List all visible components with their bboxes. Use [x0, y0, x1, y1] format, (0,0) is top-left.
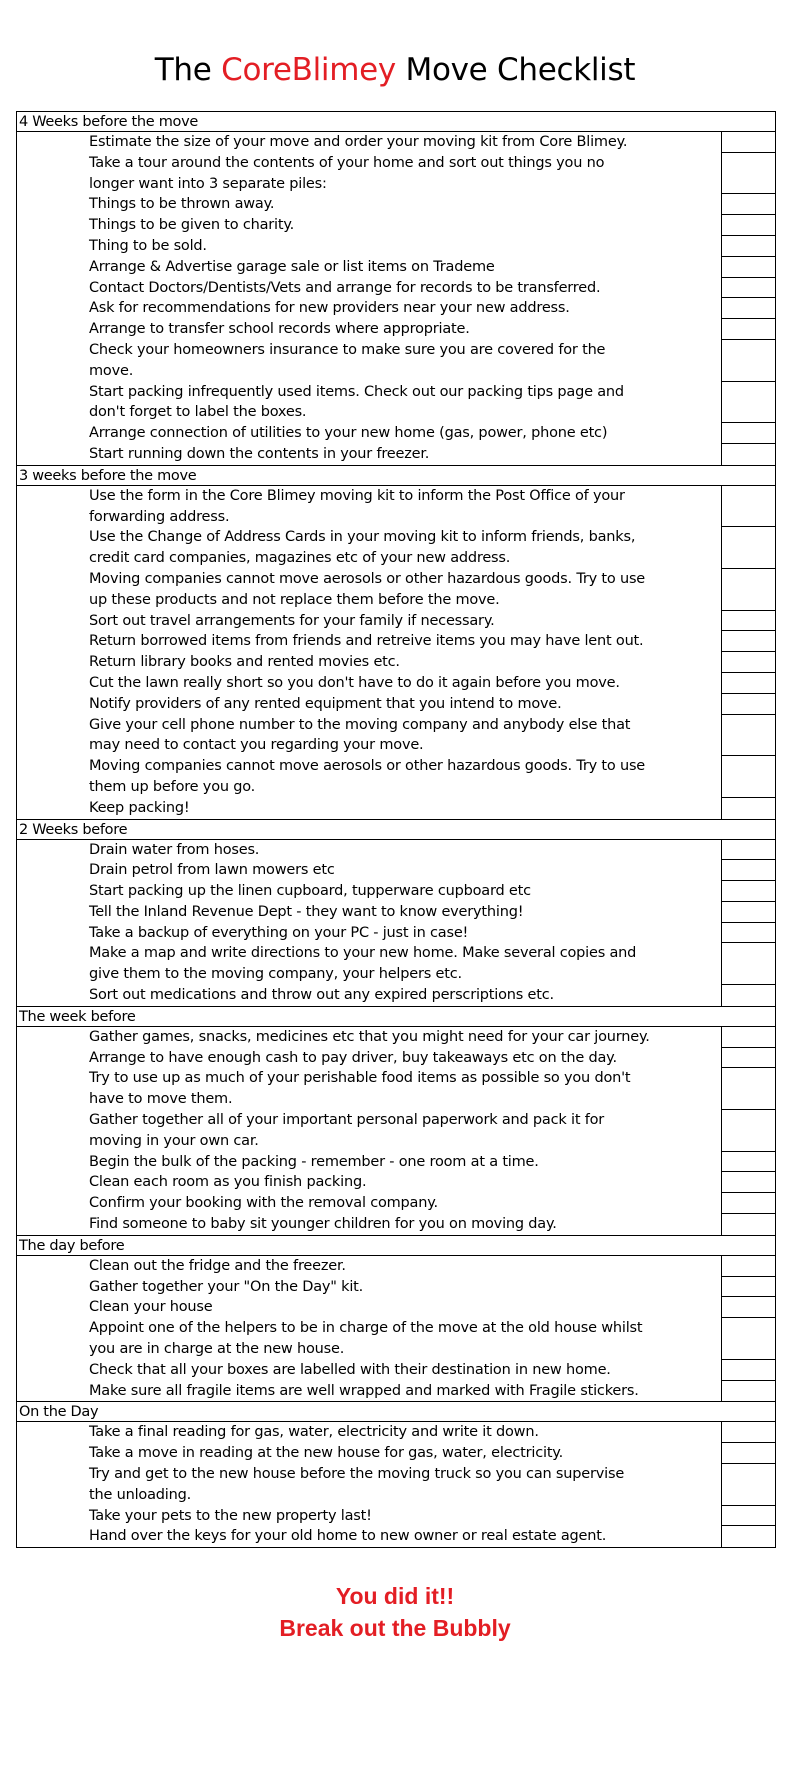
- checkbox[interactable]: [721, 194, 775, 215]
- checklist-item-text: Clean your house: [89, 1299, 213, 1316]
- checkbox[interactable]: [721, 1297, 775, 1318]
- checkbox[interactable]: [721, 382, 775, 424]
- checkbox[interactable]: [721, 153, 775, 195]
- checkbox[interactable]: [721, 715, 775, 757]
- checkbox[interactable]: [721, 1152, 775, 1173]
- checklist-section: [17, 466, 775, 820]
- checklist-item: [17, 1297, 775, 1318]
- checklist-item: [17, 1256, 775, 1277]
- checkbox[interactable]: [721, 1048, 775, 1069]
- checkbox[interactable]: [721, 902, 775, 923]
- checklist-item-text: Take a final reading for gas, water, electricity and write it down.: [89, 1424, 539, 1441]
- checklist-item-text: Things to be given to charity.: [89, 217, 295, 234]
- checklist-item: [17, 1464, 775, 1506]
- checklist-item-text: Gather together your "On the Day" kit.: [89, 1278, 364, 1295]
- checkbox[interactable]: [721, 1464, 775, 1506]
- checklist-item: [17, 1422, 775, 1443]
- checklist-item-text: Return library books and rented movies etc.: [89, 654, 400, 671]
- checklist-item-text: Check your homeowners insurance to make sure you are covered for the move.: [89, 341, 606, 379]
- checkbox[interactable]: [721, 1068, 775, 1110]
- checklist-item-text: Clean out the fridge and the freezer.: [89, 1257, 346, 1274]
- footer-line-1: You did it!!: [335, 1583, 455, 1609]
- checklist-item: [17, 1277, 775, 1298]
- checkbox[interactable]: [721, 423, 775, 444]
- checklist-item-text: Appoint one of the helpers to be in charge of the move at the old house whilst you are in charge at the new house.: [89, 1320, 643, 1358]
- checkbox[interactable]: [721, 840, 775, 861]
- checklist-item-text: Cut the lawn really short so you don't have to do it again before you move.: [89, 674, 620, 691]
- checklist-item: [17, 236, 775, 257]
- checkbox[interactable]: [721, 860, 775, 881]
- checklist-item-text: Find someone to baby sit younger children for you on moving day.: [89, 1216, 557, 1233]
- checkbox[interactable]: [721, 1360, 775, 1381]
- checklist-item: [17, 652, 775, 673]
- checklist-item-text: Give your cell phone number to the moving company and anybody else that may need to contact you regarding your move.: [89, 716, 631, 754]
- checkbox[interactable]: [721, 236, 775, 257]
- checkbox[interactable]: [721, 1422, 775, 1443]
- checklist-item-text: Start packing infrequently used items. Check out our packing tips page and don't forget to label the boxes.: [89, 383, 624, 421]
- checklist-item: [17, 527, 775, 569]
- checklist-item: [17, 423, 775, 444]
- checklist-item-text: Make a map and write directions to your new home. Make several copies and give them to the moving company, your helpers etc.: [89, 945, 637, 983]
- checklist-table: [16, 111, 776, 1548]
- checklist-item: [17, 902, 775, 923]
- checklist-item-text: Things to be thrown away.: [89, 196, 275, 213]
- checklist-item-text: Use the form in the Core Blimey moving kit to inform the Post Office of your forwarding address.: [89, 487, 625, 525]
- checklist-section: [17, 820, 775, 1007]
- checklist-item-text: Sort out travel arrangements for your family if necessary.: [89, 612, 495, 629]
- checklist-item: [17, 569, 775, 611]
- checklist-section: [17, 1236, 775, 1403]
- checkbox[interactable]: [721, 611, 775, 632]
- checkbox[interactable]: [721, 1277, 775, 1298]
- checkbox[interactable]: [721, 1506, 775, 1527]
- checklist-item: [17, 382, 775, 424]
- checklist-item-text: Keep packing!: [89, 799, 190, 816]
- checkbox[interactable]: [721, 527, 775, 569]
- checklist-item-text: Try and get to the new house before the moving truck so you can supervise the unloading.: [89, 1466, 625, 1503]
- checklist-item-text: Make sure all fragile items are well wrapped and marked with Fragile stickers.: [89, 1382, 639, 1399]
- checklist-item: [17, 694, 775, 715]
- checklist-item: [17, 1443, 775, 1464]
- checklist-item: [17, 611, 775, 632]
- checkbox[interactable]: [721, 798, 775, 819]
- checklist-item: [17, 1152, 775, 1173]
- checklist-item-text: Start packing up the linen cupboard, tupperware cupboard etc: [89, 883, 531, 900]
- checkbox[interactable]: [721, 1256, 775, 1277]
- checklist-section: [17, 1007, 775, 1236]
- checkbox[interactable]: [721, 1172, 775, 1193]
- checklist-item: [17, 1381, 775, 1402]
- checklist-item-text: Drain petrol from lawn mowers etc: [89, 862, 335, 879]
- section-heading: On the Day: [17, 1402, 775, 1422]
- checklist-item-text: Arrange & Advertise garage sale or list items on Trademe: [89, 258, 495, 275]
- checklist-item: [17, 1172, 775, 1193]
- checklist-item-text: Use the Change of Address Cards in your moving kit to inform friends, banks, credit card companies, magazines etc of your new address.: [89, 529, 636, 567]
- checklist-item-text: Sort out medications and throw out any expired perscriptions etc.: [89, 987, 554, 1004]
- checklist-item: [17, 798, 775, 819]
- checklist-item: [17, 444, 775, 465]
- checkbox[interactable]: [721, 1027, 775, 1048]
- checkbox[interactable]: [721, 340, 775, 382]
- checklist-item-text: Begin the bulk of the packing - remember - one room at a time.: [89, 1153, 539, 1170]
- section-heading: The week before: [17, 1007, 775, 1027]
- checklist-item: [17, 194, 775, 215]
- checklist-item-text: Ask for recommendations for new providers near your new address.: [89, 300, 570, 317]
- checkbox[interactable]: [721, 652, 775, 673]
- checklist-item: [17, 278, 775, 299]
- checkbox[interactable]: [721, 278, 775, 299]
- checklist-item-text: Gather together all of your important personal paperwork and pack it for moving in your own car.: [89, 1112, 605, 1149]
- checkbox[interactable]: [721, 673, 775, 694]
- title-prefix: The: [154, 52, 222, 88]
- checkbox[interactable]: [721, 319, 775, 340]
- checkbox[interactable]: [721, 694, 775, 715]
- checklist-section: [17, 112, 775, 466]
- page-title: [0, 50, 790, 90]
- checklist-item-text: Moving companies cannot move aerosols or other hazardous goods. Try to use them up before you go.: [89, 758, 646, 795]
- checklist-item-text: Tell the Inland Revenue Dept - they want to know everything!: [89, 903, 524, 920]
- checklist-item: [17, 215, 775, 236]
- checkbox[interactable]: [721, 298, 775, 319]
- checklist-item-text: Thing to be sold.: [89, 237, 207, 254]
- checkbox[interactable]: [721, 985, 775, 1006]
- checklist-item: [17, 257, 775, 278]
- checklist-item: [17, 1360, 775, 1381]
- title-brand: CoreBlimey: [221, 52, 396, 88]
- checklist-item-text: Start running down the contents in your freezer.: [89, 445, 430, 462]
- checklist-item: [17, 1048, 775, 1069]
- footer-line-2: Break out the Bubbly: [279, 1615, 511, 1641]
- checklist-item-text: Arrange connection of utilities to your new home (gas, power, phone etc): [89, 425, 608, 442]
- checkbox[interactable]: [721, 1110, 775, 1152]
- footer-message: [0, 1580, 790, 1644]
- checklist-item-text: Confirm your booking with the removal company.: [89, 1195, 438, 1212]
- checklist-item-text: Moving companies cannot move aerosols or other hazardous goods. Try to use up these products and not replace them before the move.: [89, 570, 646, 608]
- checklist-item: [17, 756, 775, 798]
- checklist-item: [17, 1068, 775, 1110]
- checklist-item: [17, 132, 775, 153]
- checkbox[interactable]: [721, 569, 775, 611]
- checklist-item-text: Estimate the size of your move and order your moving kit from Core Blimey.: [89, 134, 628, 150]
- section-heading: 2 Weeks before: [17, 820, 775, 840]
- section-heading: The day before: [17, 1236, 775, 1256]
- checklist-item: [17, 631, 775, 652]
- checklist-item: [17, 340, 775, 382]
- checkbox[interactable]: [721, 943, 775, 985]
- checklist-item: [17, 715, 775, 757]
- checklist-item: [17, 319, 775, 340]
- checklist-item: [17, 923, 775, 944]
- checklist-item: [17, 486, 775, 528]
- checklist-item: [17, 1027, 775, 1048]
- checklist-item: [17, 1318, 775, 1360]
- checklist-item-text: Return borrowed items from friends and retreive items you may have lent out.: [89, 633, 644, 650]
- checklist-item: [17, 153, 775, 195]
- title-suffix: Move Checklist: [395, 52, 636, 88]
- checklist-item-text: Take a tour around the contents of your home and sort out things you no longer want into 3 separate piles:: [89, 154, 605, 192]
- section-heading: 3 weeks before the move: [17, 466, 775, 486]
- checklist-item-text: Contact Doctors/Dentists/Vets and arrange for records to be transferred.: [89, 279, 601, 296]
- checklist-item: [17, 1193, 775, 1214]
- checklist-item: [17, 943, 775, 985]
- checkbox[interactable]: [721, 1214, 775, 1235]
- checklist-item: [17, 1110, 775, 1152]
- checklist-item-text: Try to use up as much of your perishable food items as possible so you don't have to move them.: [89, 1070, 631, 1108]
- checkbox[interactable]: [721, 1381, 775, 1402]
- checkbox[interactable]: [721, 881, 775, 902]
- checklist-item: [17, 860, 775, 881]
- checkbox[interactable]: [721, 1318, 775, 1360]
- checklist-item-text: Clean each room as you finish packing.: [89, 1174, 367, 1191]
- checklist-item-text: Drain water from hoses.: [89, 841, 260, 858]
- checkbox[interactable]: [721, 1193, 775, 1214]
- checklist-item-text: Check that all your boxes are labelled with their destination in new home.: [89, 1361, 611, 1378]
- checklist-item-text: Take your pets to the new property last!: [89, 1507, 372, 1524]
- checklist-section: [17, 1402, 775, 1548]
- checklist-item-text: Notify providers of any rented equipment that you intend to move.: [89, 695, 562, 712]
- checklist-item: [17, 1526, 775, 1547]
- checklist-item: [17, 298, 775, 319]
- checklist-item: [17, 673, 775, 694]
- checkbox[interactable]: [721, 444, 775, 465]
- checklist-item-text: Take a backup of everything on your PC - just in case!: [89, 924, 469, 941]
- checklist-item: [17, 1506, 775, 1527]
- checkbox[interactable]: [721, 923, 775, 944]
- checklist-item: [17, 881, 775, 902]
- checklist-item-text: Take a move in reading at the new house for gas, water, electricity.: [89, 1445, 564, 1462]
- section-heading: 4 Weeks before the move: [17, 112, 775, 132]
- checklist-item-text: Arrange to transfer school records where appropriate.: [89, 321, 470, 338]
- checkbox[interactable]: [721, 486, 775, 528]
- checkbox[interactable]: [721, 1526, 775, 1547]
- checklist-item-text: Gather games, snacks, medicines etc that you might need for your car journey.: [89, 1028, 650, 1045]
- checkbox[interactable]: [721, 215, 775, 236]
- checklist-item: [17, 840, 775, 861]
- checkbox[interactable]: [721, 257, 775, 278]
- checklist-item: [17, 985, 775, 1006]
- checkbox[interactable]: [721, 631, 775, 652]
- checkbox[interactable]: [721, 756, 775, 798]
- checklist-item: [17, 1214, 775, 1235]
- checkbox[interactable]: [721, 1443, 775, 1464]
- checklist-item-text: Hand over the keys for your old home to new owner or real estate agent.: [89, 1528, 607, 1545]
- checklist-item-text: Arrange to have enough cash to pay driver, buy takeaways etc on the day.: [89, 1049, 617, 1066]
- checkbox[interactable]: [721, 132, 775, 153]
